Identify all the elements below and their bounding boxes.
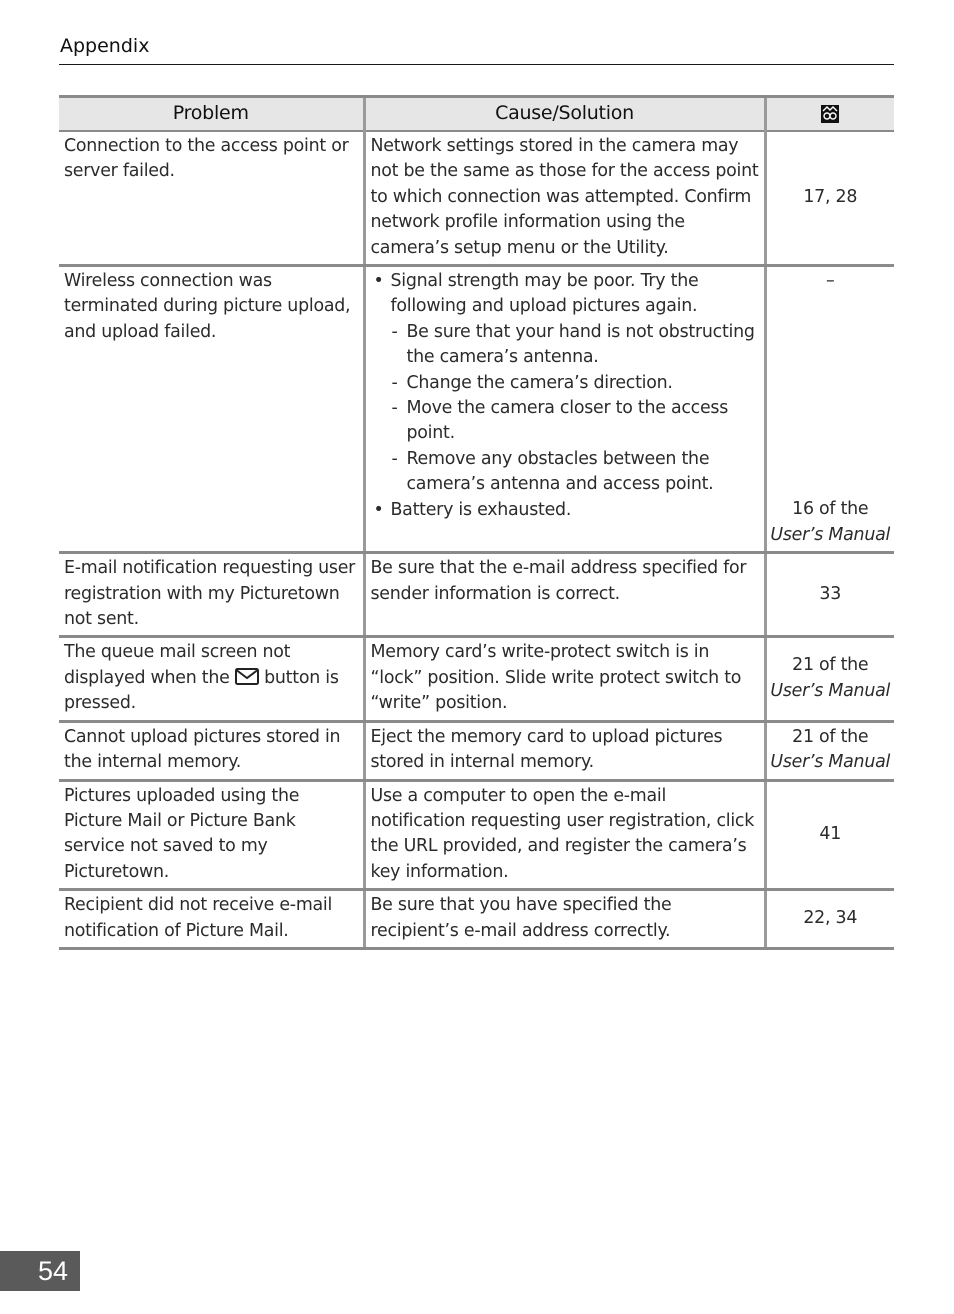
reference-manual: User’s Manual bbox=[770, 524, 891, 545]
dash-list bbox=[391, 320, 760, 498]
cause-cell: Memory card’s write-protect switch is in “lock” position. Slide write protect switch to “write” position. bbox=[364, 637, 765, 721]
cause-cell: Use a computer to open the e-mail notification requesting user registration, click the URL provided, and register the camera’s key information. bbox=[364, 780, 765, 890]
cause-cell: Be sure that the e-mail address specified for sender information is correct. bbox=[364, 553, 765, 637]
mail-icon bbox=[235, 668, 259, 685]
table-row bbox=[59, 890, 894, 949]
table-row bbox=[59, 131, 894, 266]
problem-cell: Wireless connection was terminated during picture upload, and upload failed. bbox=[59, 266, 364, 553]
list-item: - Move the camera closer to the access point. bbox=[391, 396, 760, 447]
reference-page: 21 of the bbox=[792, 726, 869, 747]
cause-cell: Eject the memory card to upload pictures stored in internal memory. bbox=[364, 721, 765, 780]
table-row bbox=[59, 637, 894, 721]
problem-cell bbox=[59, 637, 364, 721]
cause-cell: Be sure that you have specified the recipient’s e-mail address correctly. bbox=[364, 890, 765, 949]
page-header bbox=[59, 34, 894, 65]
reference-cell bbox=[765, 721, 894, 780]
problem-cell: Connection to the access point or server failed. bbox=[59, 131, 364, 266]
reference-dash: – bbox=[826, 271, 835, 292]
list-item: - Be sure that your hand is not obstructing the camera’s antenna. bbox=[391, 320, 760, 371]
cause-cell: Network settings stored in the camera may not be the same as those for the access point to which connection was attempted. Confirm network profile information using the camera’s setup menu or the Utility. bbox=[364, 131, 765, 266]
table-header-row bbox=[59, 97, 894, 132]
column-header-cause-solution: Cause/Solution bbox=[364, 97, 765, 132]
reference-cell: 17, 28 bbox=[765, 131, 894, 266]
reference-page: 21 of the bbox=[792, 655, 869, 676]
bullet-text: Signal strength may be poor. Try the following and upload pictures again. bbox=[390, 271, 699, 317]
problem-cell: Pictures uploaded using the Picture Mail or Picture Bank service not saved to my Picturetown. bbox=[59, 780, 364, 890]
reference-cell bbox=[765, 266, 894, 553]
list-item: • Battery is exhausted. bbox=[371, 498, 760, 523]
problem-cell: E-mail notification requesting user registration with my Picturetown not sent. bbox=[59, 553, 364, 637]
table-row bbox=[59, 266, 894, 553]
reference-page: 16 of the bbox=[792, 499, 869, 520]
problem-cell: Recipient did not receive e-mail notification of Picture Mail. bbox=[59, 890, 364, 949]
reference-manual: User’s Manual bbox=[770, 752, 891, 773]
table-row bbox=[59, 721, 894, 780]
list-item bbox=[371, 269, 760, 498]
section-title: Appendix bbox=[60, 35, 150, 57]
problem-cell: Cannot upload pictures stored in the internal memory. bbox=[59, 721, 364, 780]
column-header-problem: Problem bbox=[59, 97, 364, 132]
cause-cell bbox=[364, 266, 765, 553]
table-row bbox=[59, 780, 894, 890]
bullet-list bbox=[371, 269, 760, 523]
nikon-reference-icon bbox=[821, 105, 839, 123]
troubleshooting-table bbox=[59, 95, 894, 950]
list-item: - Remove any obstacles between the camera’s antenna and access point. bbox=[391, 447, 760, 498]
list-item: - Change the camera’s direction. bbox=[391, 371, 760, 396]
reference-cell: 22, 34 bbox=[765, 890, 894, 949]
problem-text-before-icon: The queue mail screen not displayed when the bbox=[64, 642, 291, 688]
problem-text-after-icon: button is pressed. bbox=[64, 667, 339, 714]
reference-manual: User’s Manual bbox=[770, 680, 891, 701]
table-row bbox=[59, 553, 894, 637]
column-header-reference bbox=[765, 97, 894, 132]
reference-cell: 41 bbox=[765, 780, 894, 890]
reference-cell: 33 bbox=[765, 553, 894, 637]
page-number: 54 bbox=[0, 1251, 80, 1291]
reference-cell bbox=[765, 637, 894, 721]
